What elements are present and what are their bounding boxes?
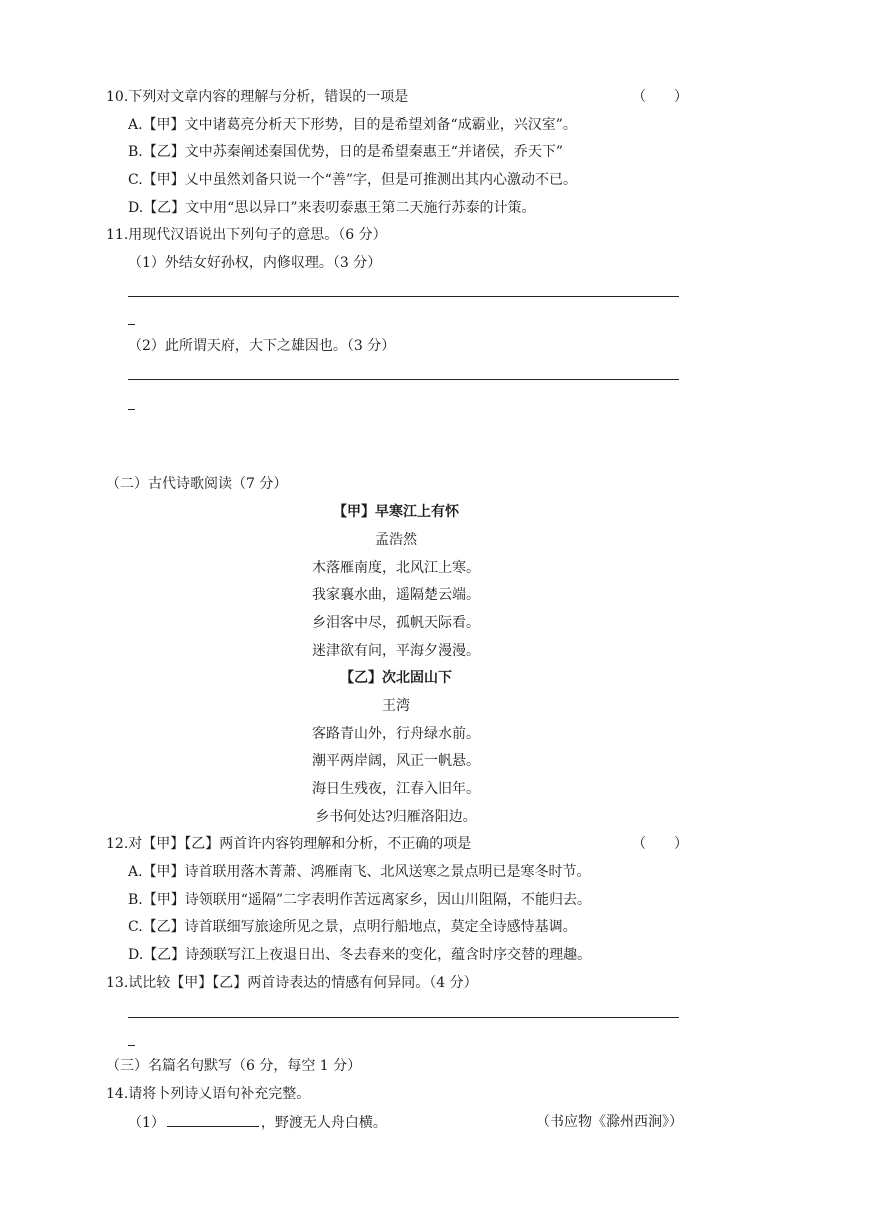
q10-option-c: C.【甲】乂中虽然刘备只说一个“善”字，但是可推测出其内心激动不已。 (128, 172, 577, 188)
q12-option-d: D.【乙】诗颈联写江上夜退日出、冬去春来的变化，蕴含时序交替的理趣。 (128, 947, 592, 963)
poem1-line: 木落雁南度，北风江上寒。 (312, 560, 480, 576)
poem1-line: 乡泪客中尽，孤帆天际看。 (312, 615, 480, 631)
q10-answer-paren: （ ） (632, 89, 688, 105)
q10-stem: 10.下列对文章内容的理解与分析，错误的一项是 (106, 89, 409, 105)
q14-item-1-blank[interactable] (167, 1113, 259, 1127)
poem2-title: 【乙】次北固山下 (340, 670, 452, 686)
poem2-line: 潮平两岸阔，风正一帆悬。 (312, 753, 480, 769)
q12-option-c: C.【乙】诗首联细写旅途所见之景，点明行船地点，莫定全诗感恃基调。 (128, 919, 577, 935)
q12-option-b: B.【甲】诗领联用“遥隔”二字表明作苦远离家乡，因山川阻隔，不能归去。 (128, 892, 592, 908)
poem1-line: 我家襄水曲，遥隔楚云端。 (312, 587, 480, 603)
q12-answer-paren: （ ） (632, 836, 688, 852)
q11-item-1: （1）外结女好孙权，内修収理。（3 分） (128, 255, 382, 271)
q14-item-1-source: （书应物《滁州西涧》） (536, 1114, 683, 1130)
q11-item-2: （2）此所谓天府，大下之雄因也。（3 分） (128, 338, 396, 354)
q11-stem: 11.用现代汉语说出下列句子的意思。（6 分） (106, 227, 387, 243)
q10-option-a: A.【甲】文中诸葛亮分析天下形势，目的是希望刘备“成霸业，兴汉室”。 (128, 117, 577, 133)
q13-stem: 13.试比较【甲】【乙】两首诗表达的情感有何异同。（4 分） (106, 975, 478, 991)
q10-option-d: D.【乙】文中用“思以异口”来表叨泰惠王第二天施行苏泰的计策。 (128, 200, 536, 216)
q14-item-1-text: ，野渡无人舟白横。 (260, 1115, 387, 1131)
poem1-title: 【甲】早寒江上有怀 (333, 504, 459, 520)
q12-option-a: A.【甲】诗首联用落木菁萧、鸿雁南飞、北风送寒之景点明已是寒冬时节。 (128, 864, 591, 880)
q14-item-1 (128, 1113, 387, 1131)
q13-answer-line-tail (128, 1045, 135, 1046)
q14-item-1-number: （1） (128, 1115, 165, 1131)
poem1-line: 迷津欲有问，平海夕漫漫。 (312, 643, 480, 659)
q14-stem: 14.请将卜列诗乂语句补充完整。 (106, 1086, 311, 1102)
section3-heading: （三）名篇名句默写（6 分，每空 1 分） (106, 1058, 362, 1074)
poem2-line: 海日生残夜，江春入旧年。 (312, 781, 480, 797)
section2-heading: （二）古代诗歌阅读（7 分） (106, 476, 288, 492)
q11-answer-line-1 (128, 296, 679, 297)
q11-answer-line-1-tail (128, 324, 135, 325)
poem1-author: 孟浩然 (375, 532, 417, 548)
poem2-line: 客路青山外，行舟绿水前。 (312, 726, 480, 742)
poem2-author: 王湾 (382, 698, 410, 714)
q11-answer-line-2 (128, 379, 679, 380)
poem2-line: 乡书何处达?归雁洛阳边。 (315, 809, 477, 825)
q12-stem: 12.对【甲】【乙】两首许内容钧理解和分析，不正确的项是 (106, 836, 472, 852)
q13-answer-line (128, 1017, 679, 1018)
q11-answer-line-2-tail (128, 409, 135, 410)
q10-option-b: B.【乙】文中苏秦阐述秦国优势，日的是希望秦惠王“并诸侯，乔天下” (128, 144, 564, 160)
